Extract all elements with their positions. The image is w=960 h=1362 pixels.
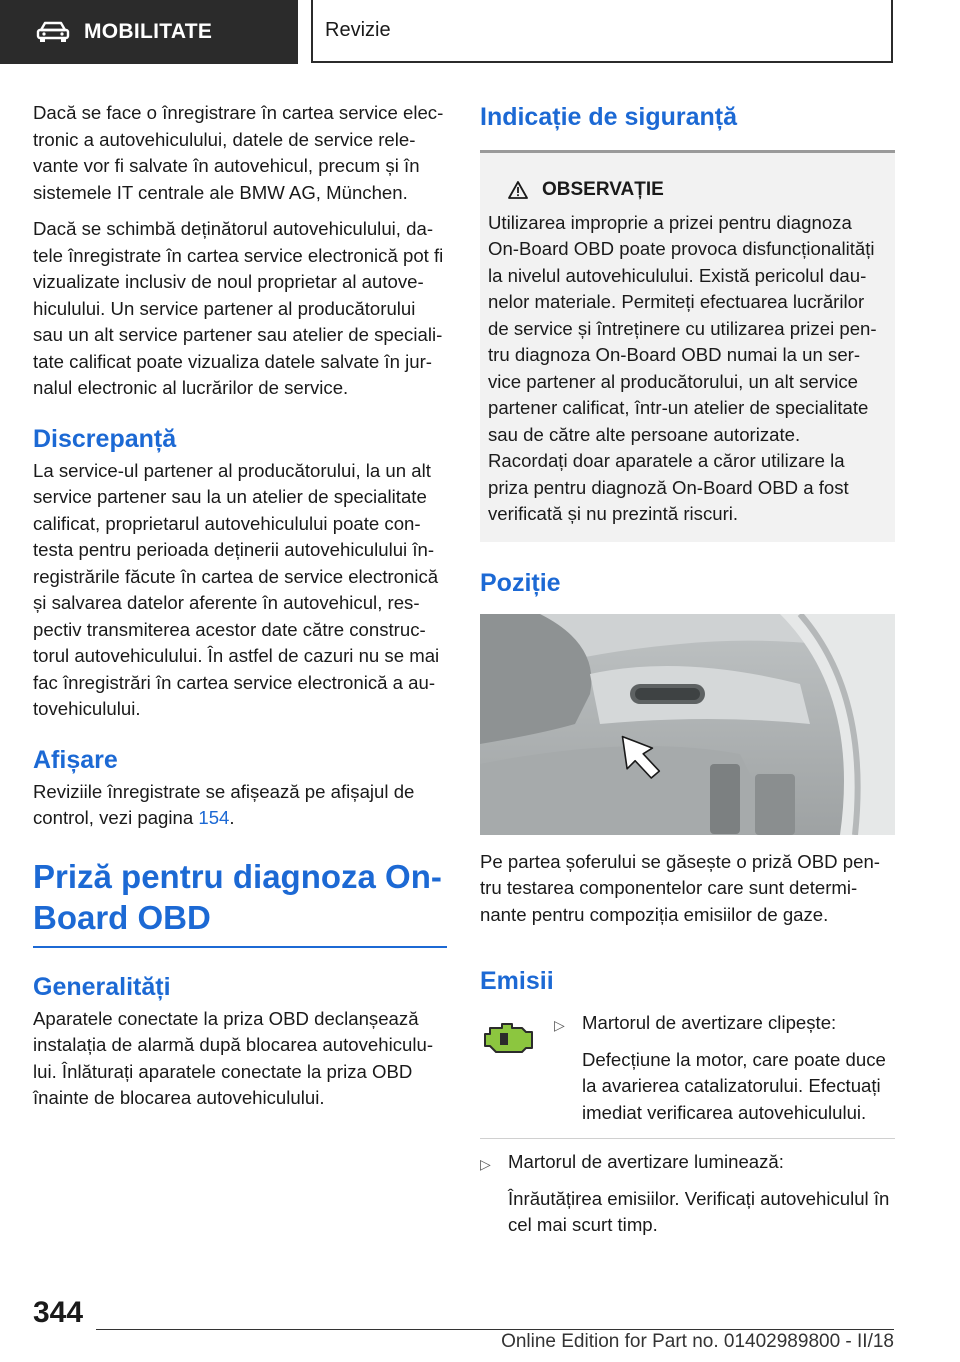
- warning-box: [480, 150, 895, 542]
- paragraph-afisare: [33, 779, 447, 832]
- paragraph-discrepanta: La service-ul partener al producătorului, la un alt service partener sau la un atelier de specialitate calificat, proprietarul autovehiculului poate contesta pentru perioada deținerii autovehiculului înregistrările făcute în cartea de service electronică și salvarea datelor aferente în autovehicul, respectiv transmiterea acestor date către constructorul autovehiculului. În astfel de cazuri nu se mai fac înregistrări în cartea service electronică a autovehiculului.: [33, 459, 440, 719]
- emission-bullet-2: [480, 1149, 895, 1178]
- engine-warning-icon: [480, 1018, 540, 1060]
- bullet-2-text: Înrăutățirea emisiilor. Verificați autovehiculul în cel mai scurt timp.: [508, 1187, 890, 1235]
- warning-header: [488, 177, 881, 204]
- afisare-text: Reviziile înregistrate se afișează pe afișajul de control, vezi pagina: [33, 780, 415, 828]
- bullet-1-text: Defecțiune la motor, care poate duce la avarierea catalizatorului. Efectuați imediat verificarea autovehiculului.: [582, 1048, 886, 1123]
- section-tab[interactable]: [0, 0, 298, 64]
- heading-generalitati: Generalități: [33, 972, 171, 1001]
- heading-pozitie: Poziție: [480, 568, 561, 597]
- bullet-triangle-icon: ▷: [554, 1017, 565, 1033]
- bullet-triangle-icon: ▷: [480, 1156, 491, 1172]
- bullet-1-body: [554, 1010, 895, 1126]
- topic-label: Revizie: [325, 19, 391, 41]
- topic-tab[interactable]: [311, 0, 893, 63]
- heading-emisii: Emisii: [480, 967, 554, 995]
- paragraph-electronic-service: Dacă se face o înregistrare în cartea service electronic a autovehiculului, datele de service relevante vor fi salvate în autovehicul, precum și în sistemele IT centrale ale BMW AG, München.: [33, 102, 444, 203]
- warning-text: Utilizarea improprie a prizei pentru diagnoza On-Board OBD poate provoca disfuncționalități la nivelul autovehiculului. Există pericolul daunelor materiale. Permiteți efectuarea lucrărilor de service și întreținere cu utilizarea prizei pentru diagnoza On-Board OBD numai la un service partener al producătorului, un alt service partener calificat, într-un atelier de specialitate sau de către alte persoane autorizate. Racordați doar aparatele a căror utilizare la priza pentru diagnoză On-Board OBD a fost verificată și nu prezintă riscuri.: [488, 211, 877, 524]
- heading-indicatie: Indicație de siguranță: [480, 103, 738, 131]
- paragraph-generalitati: Aparatele conectate la priza OBD declanșează instalația de alarmă după blocarea autovehiculului. Înlăturați aparatele conectate la priza OBD înainte de blocarea autovehiculului.: [33, 1007, 434, 1108]
- car-icon: [36, 21, 70, 43]
- section-label: MOBILITATE: [84, 20, 213, 43]
- obd-location-photo: [480, 614, 895, 835]
- page-link[interactable]: 154: [198, 807, 230, 828]
- paragraph-pozitie: Pe partea șoferului se găsește o priză OBD pentru testarea componentelor care sunt determinante pentru compoziția emisiilor de gaze.: [480, 850, 880, 925]
- heading-afisare: Afișare: [33, 745, 118, 774]
- page-number: 344: [33, 1296, 84, 1329]
- heading-rule: [33, 946, 447, 948]
- bullet-1-title-row: [554, 1010, 895, 1039]
- bullet-1-title: Martorul de avertizare clipește:: [582, 1012, 837, 1033]
- right-column: [480, 100, 895, 1239]
- emission-bullet-1: [480, 1010, 895, 1126]
- afisare-end: .: [229, 807, 235, 828]
- bullet-divider: [480, 1138, 895, 1139]
- heading-priza-obd: Priză pentru diagnoza On-Board OBD: [33, 857, 442, 936]
- heading-discrepanta: Discrepanță: [33, 424, 177, 453]
- warning-title: OBSERVAȚIE: [542, 179, 664, 200]
- bullet-2-title: Martorul de avertizare luminează:: [508, 1151, 784, 1172]
- edition-text: Online Edition for Part no. 01402989800 - II/18: [501, 1331, 894, 1352]
- left-column: [33, 100, 447, 1122]
- paragraph-owner-change: Dacă se schimbă deținătorul autovehiculului, datele înregistrate în cartea service electronică pot fi vizualizate inclusiv de noul proprietar al autovehiculului. Un service partener al producătorului sau un alt service partener sau atelier de specialitate calificat poate vizualiza datele salvate în jurnalul electronic al lucrărilor de service.: [33, 218, 444, 398]
- warning-triangle-icon: [508, 181, 528, 199]
- footer-rule: [96, 1329, 894, 1330]
